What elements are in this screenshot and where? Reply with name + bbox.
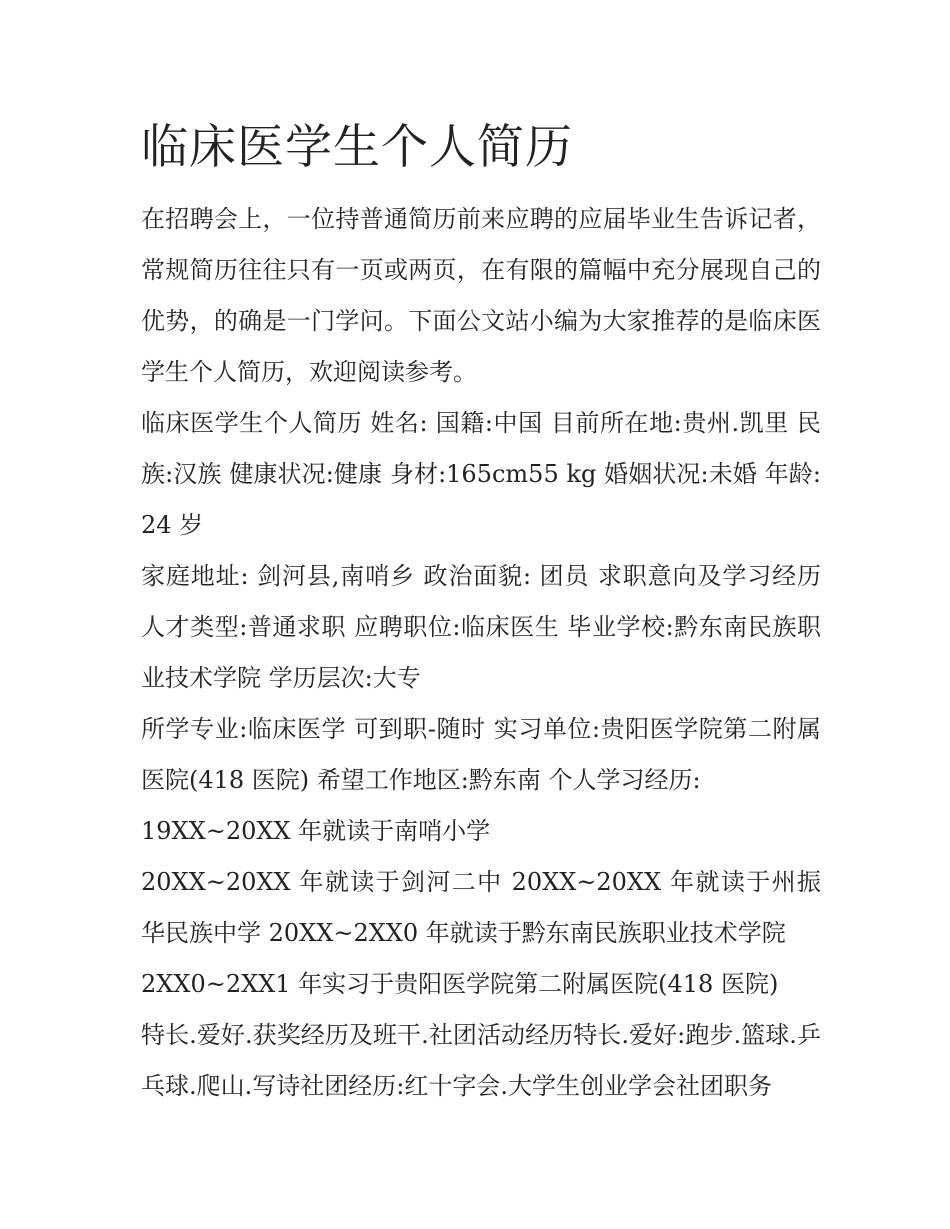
document-title: 临床医学生个人简历	[141, 120, 573, 175]
intro-paragraph: 在招聘会上，一位持普通简历前来应聘的应届毕业生告诉记者，常规简历往往只有一页或两页，在有限的篇幅中充分展现自己的优势，的确是一门学问。下面公文站小编为大家推荐的是临床医学生个人简历，欢迎阅读参考。	[141, 205, 821, 386]
hobbies-paragraph: 特长.爱好.获奖经历及班干.社团活动经历特长.爱好:跑步.篮球.乒乓球.爬山.写诗社团经历:红十字会.大学生创业学会社团职务	[141, 1021, 821, 1100]
education-line-1: 19XX~20XX 年就读于南哨小学	[141, 817, 491, 845]
education-line-2: 20XX~20XX 年就读于剑河二中 20XX~20XX 年就读于州振华民族中学 20XX~2XX0 年就读于黔东南民族职业技术学院	[141, 868, 821, 947]
family-info-paragraph: 家庭地址: 剑河县,南哨乡 政治面貌: 团员 求职意向及学习经历 人才类型:普通求职 应聘职位:临床医生 毕业学校:黔东南民族职业技术学院 学历层次:大专	[141, 562, 821, 692]
education-line-3: 2XX0~2XX1 年实习于贵阳医学院第二附属医院(418 医院)	[141, 970, 779, 998]
major-info-paragraph: 所学专业:临床医学 可到职-随时 实习单位:贵阳医学院第二附属医院(418 医院) 希望工作地区:黔东南 个人学习经历:	[141, 715, 821, 794]
basic-info-paragraph: 临床医学生个人简历 姓名: 国籍:中国 目前所在地:贵州.凯里 民族:汉族 健康状况:健康 身材:165cm55 kg 婚姻状况:未婚 年龄:24 岁	[141, 409, 821, 539]
document-page	[141, 112, 821, 1112]
